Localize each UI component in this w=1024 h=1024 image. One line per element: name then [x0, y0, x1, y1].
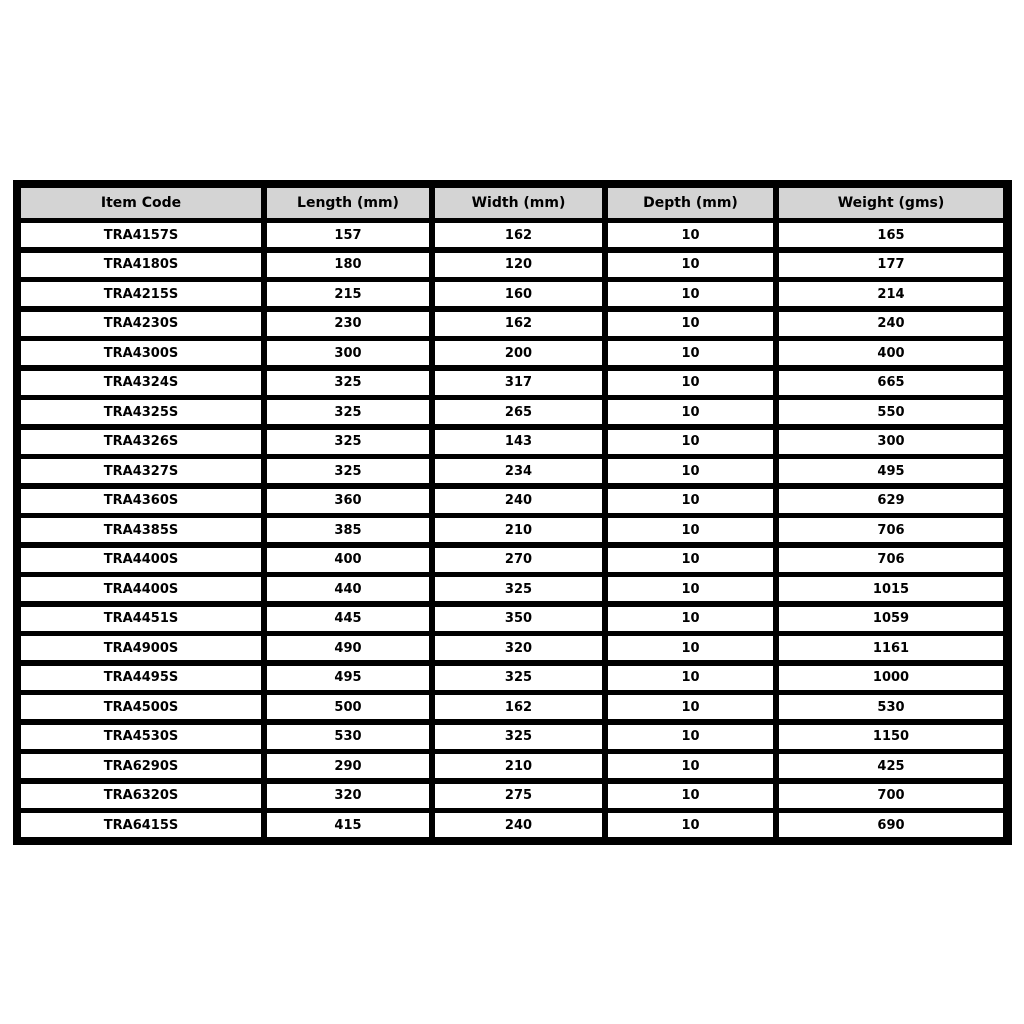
cell-item-code: TRA4324S: [21, 371, 261, 395]
cell-width: 162: [435, 223, 602, 247]
cell-depth: 10: [608, 312, 773, 336]
cell-item-code: TRA4360S: [21, 489, 261, 513]
cell-item-code: TRA4326S: [21, 430, 261, 454]
cell-width: 240: [435, 813, 602, 837]
cell-width: 160: [435, 282, 602, 306]
cell-width: 162: [435, 695, 602, 719]
cell-item-code: TRA4325S: [21, 400, 261, 424]
cell-weight: 706: [779, 518, 1003, 542]
cell-depth: 10: [608, 636, 773, 660]
cell-width: 210: [435, 754, 602, 778]
cell-depth: 10: [608, 666, 773, 690]
cell-depth: 10: [608, 371, 773, 395]
cell-length: 500: [267, 695, 429, 719]
cell-item-code: TRA4215S: [21, 282, 261, 306]
cell-width: 317: [435, 371, 602, 395]
cell-weight: 240: [779, 312, 1003, 336]
cell-width: 162: [435, 312, 602, 336]
cell-item-code: TRA4385S: [21, 518, 261, 542]
cell-item-code: TRA4400S: [21, 577, 261, 601]
cell-weight: 1059: [779, 607, 1003, 631]
cell-width: 210: [435, 518, 602, 542]
cell-length: 415: [267, 813, 429, 837]
cell-length: 290: [267, 754, 429, 778]
cell-width: 325: [435, 666, 602, 690]
cell-item-code: TRA4157S: [21, 223, 261, 247]
table-grid: [21, 188, 1004, 837]
cell-item-code: TRA6415S: [21, 813, 261, 837]
cell-width: 120: [435, 253, 602, 277]
cell-weight: 400: [779, 341, 1003, 365]
header-length: Length (mm): [267, 188, 429, 218]
cell-width: 350: [435, 607, 602, 631]
cell-weight: 1161: [779, 636, 1003, 660]
cell-item-code: TRA6320S: [21, 784, 261, 808]
cell-item-code: TRA6290S: [21, 754, 261, 778]
cell-length: 320: [267, 784, 429, 808]
cell-depth: 10: [608, 577, 773, 601]
cell-length: 230: [267, 312, 429, 336]
cell-depth: 10: [608, 459, 773, 483]
cell-length: 325: [267, 371, 429, 395]
cell-width: 270: [435, 548, 602, 572]
cell-depth: 10: [608, 400, 773, 424]
cell-weight: 629: [779, 489, 1003, 513]
cell-item-code: TRA4180S: [21, 253, 261, 277]
cell-width: 143: [435, 430, 602, 454]
cell-weight: 700: [779, 784, 1003, 808]
cell-depth: 10: [608, 607, 773, 631]
cell-length: 157: [267, 223, 429, 247]
cell-item-code: TRA4495S: [21, 666, 261, 690]
cell-depth: 10: [608, 489, 773, 513]
cell-length: 490: [267, 636, 429, 660]
cell-length: 495: [267, 666, 429, 690]
header-width: Width (mm): [435, 188, 602, 218]
cell-depth: 10: [608, 253, 773, 277]
cell-depth: 10: [608, 548, 773, 572]
cell-weight: 1000: [779, 666, 1003, 690]
cell-item-code: TRA4500S: [21, 695, 261, 719]
cell-depth: 10: [608, 223, 773, 247]
cell-length: 385: [267, 518, 429, 542]
cell-weight: 425: [779, 754, 1003, 778]
cell-length: 325: [267, 459, 429, 483]
cell-depth: 10: [608, 813, 773, 837]
cell-depth: 10: [608, 754, 773, 778]
cell-weight: 495: [779, 459, 1003, 483]
cell-width: 234: [435, 459, 602, 483]
cell-width: 325: [435, 725, 602, 749]
cell-item-code: TRA4451S: [21, 607, 261, 631]
cell-depth: 10: [608, 282, 773, 306]
cell-depth: 10: [608, 725, 773, 749]
cell-weight: 165: [779, 223, 1003, 247]
cell-length: 180: [267, 253, 429, 277]
cell-width: 275: [435, 784, 602, 808]
cell-item-code: TRA4300S: [21, 341, 261, 365]
cell-weight: 706: [779, 548, 1003, 572]
header-weight: Weight (gms): [779, 188, 1003, 218]
cell-depth: 10: [608, 695, 773, 719]
cell-length: 325: [267, 400, 429, 424]
cell-weight: 300: [779, 430, 1003, 454]
cell-depth: 10: [608, 784, 773, 808]
cell-weight: 550: [779, 400, 1003, 424]
cell-weight: 1015: [779, 577, 1003, 601]
cell-item-code: TRA4530S: [21, 725, 261, 749]
cell-depth: 10: [608, 430, 773, 454]
cell-depth: 10: [608, 341, 773, 365]
cell-weight: 214: [779, 282, 1003, 306]
cell-length: 360: [267, 489, 429, 513]
cell-weight: 690: [779, 813, 1003, 837]
header-depth: Depth (mm): [608, 188, 773, 218]
product-dimensions-table: [13, 180, 1012, 845]
cell-item-code: TRA4230S: [21, 312, 261, 336]
cell-item-code: TRA4900S: [21, 636, 261, 660]
cell-width: 240: [435, 489, 602, 513]
cell-length: 530: [267, 725, 429, 749]
cell-item-code: TRA4327S: [21, 459, 261, 483]
cell-weight: 530: [779, 695, 1003, 719]
cell-length: 215: [267, 282, 429, 306]
cell-length: 445: [267, 607, 429, 631]
cell-length: 325: [267, 430, 429, 454]
cell-width: 325: [435, 577, 602, 601]
cell-weight: 1150: [779, 725, 1003, 749]
cell-width: 320: [435, 636, 602, 660]
cell-weight: 665: [779, 371, 1003, 395]
cell-length: 300: [267, 341, 429, 365]
cell-length: 400: [267, 548, 429, 572]
cell-item-code: TRA4400S: [21, 548, 261, 572]
cell-length: 440: [267, 577, 429, 601]
cell-width: 265: [435, 400, 602, 424]
cell-width: 200: [435, 341, 602, 365]
header-item-code: Item Code: [21, 188, 261, 218]
cell-weight: 177: [779, 253, 1003, 277]
cell-depth: 10: [608, 518, 773, 542]
